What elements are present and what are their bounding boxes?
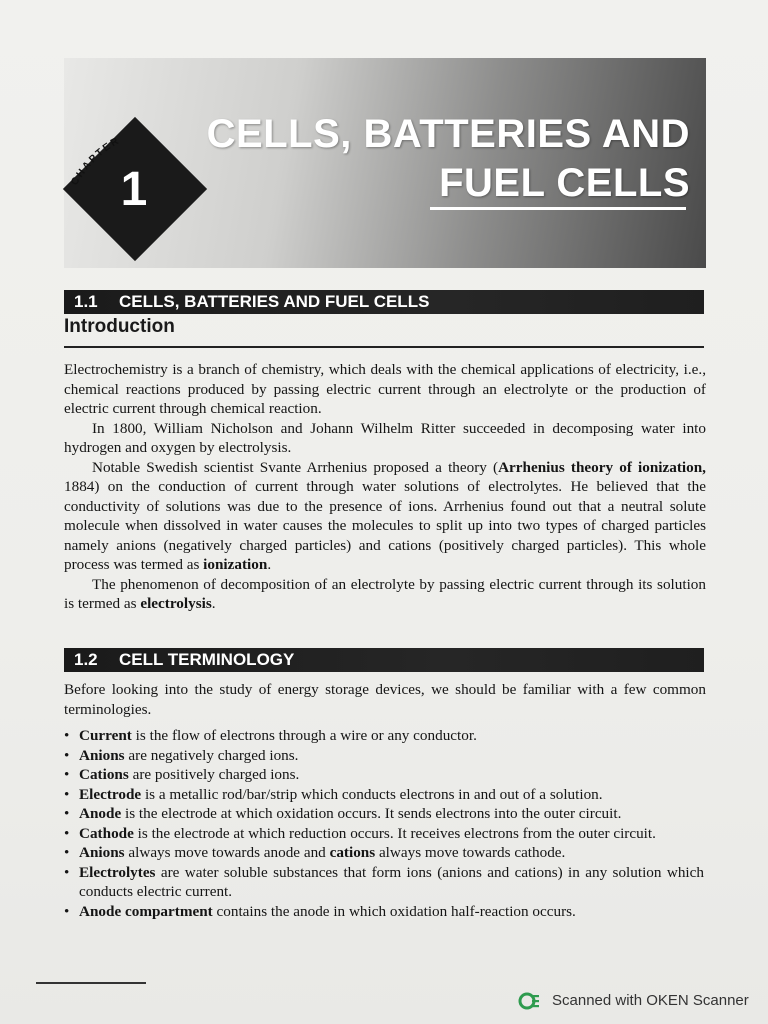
- list-item: • Electrolytes are water soluble substances that form ions (anions and cations) in any solution which conducts electric current.: [64, 863, 704, 902]
- chapter-label: [68, 128, 148, 188]
- section-number: 1.2: [74, 650, 98, 669]
- chapter-label-text: CHAPTER: [69, 134, 123, 188]
- bold-term: ionization: [203, 556, 268, 573]
- chapter-title-line2: FUEL CELLS: [439, 161, 690, 205]
- svg-text:CHAPTER: [69, 135, 122, 187]
- introduction-body: [64, 360, 706, 614]
- section-1-2-heading: [64, 648, 704, 672]
- intro-paragraph-1: Electrochemistry is a branch of chemistry, which deals with the chemical applications of electricity, i.e., chemical reactions produced by passing electric current through an electrolyte or the production of electric current through chemical reaction.: [64, 361, 706, 417]
- bold-term: Arrhenius theory of ionization,: [498, 458, 706, 476]
- intro-paragraph-3: Notable Swedish scientist Svante Arrhenius proposed a theory (Arrhenius theory of ionization, 1884) on the conduction of current through water solutions of electrolytes. He believed that the conductivity of solutions was due to the presence of ions. Arrhenius found out that a neutral solute molecule when dissolved in water causes the molecules to split up into two types of charged particles namely anions (negatively charged particles) and cations (positively charged particles). This whole process was termed as ionization.: [64, 458, 706, 573]
- list-item: • Anions are negatively charged ions.: [64, 746, 704, 766]
- list-item: • Anode compartment contains the anode in which oxidation half-reaction occurs.: [64, 902, 704, 922]
- footer-rule: [36, 982, 146, 984]
- section-title: CELL TERMINOLOGY: [119, 650, 295, 669]
- terminology-intro: [64, 680, 706, 719]
- list-item: • Anode is the electrode at which oxidation occurs. It sends electrons into the outer circuit.: [64, 804, 704, 824]
- chapter-title: [207, 110, 690, 208]
- oken-scanner-logo-icon: [518, 991, 540, 1011]
- chapter-title-underline: [430, 207, 686, 210]
- section-1-1-heading: [64, 290, 704, 314]
- list-item: • Cathode is the electrode at which reduction occurs. It receives electrons from the outer circuit.: [64, 824, 704, 844]
- section-number: 1.1: [74, 292, 98, 311]
- chapter-title-line1: CELLS, BATTERIES AND: [206, 112, 690, 156]
- list-item: • Anions always move towards anode and cations always move towards cathode.: [64, 843, 704, 863]
- list-item: • Current is the flow of electrons through a wire or any conductor.: [64, 726, 704, 746]
- scanner-label: Scanned with OKEN Scanner: [552, 992, 749, 1009]
- chapter-number: 1: [120, 163, 148, 216]
- subheading-rule: [64, 346, 704, 348]
- bold-term: electrolysis: [140, 595, 212, 612]
- introduction-subheading: Introduction: [64, 316, 175, 337]
- section-title: CELLS, BATTERIES AND FUEL CELLS: [119, 292, 430, 311]
- intro-paragraph-2: In 1800, William Nicholson and Johann Wilhelm Ritter succeeded in decomposing water into hydrogen and oxygen by electrolysis.: [64, 419, 706, 456]
- list-item: • Electrode is a metallic rod/bar/strip which conducts electrons in and out of a solution.: [64, 785, 704, 805]
- terminology-list: [64, 726, 704, 921]
- intro-paragraph-4: The phenomenon of decomposition of an electrolyte by passing electric current through its solution is termed as electrolysis.: [64, 575, 706, 612]
- terminology-intro-paragraph: Before looking into the study of energy storage devices, we should be familiar with a few common terminologies.: [64, 681, 706, 718]
- list-item: • Cations are positively charged ions.: [64, 765, 704, 785]
